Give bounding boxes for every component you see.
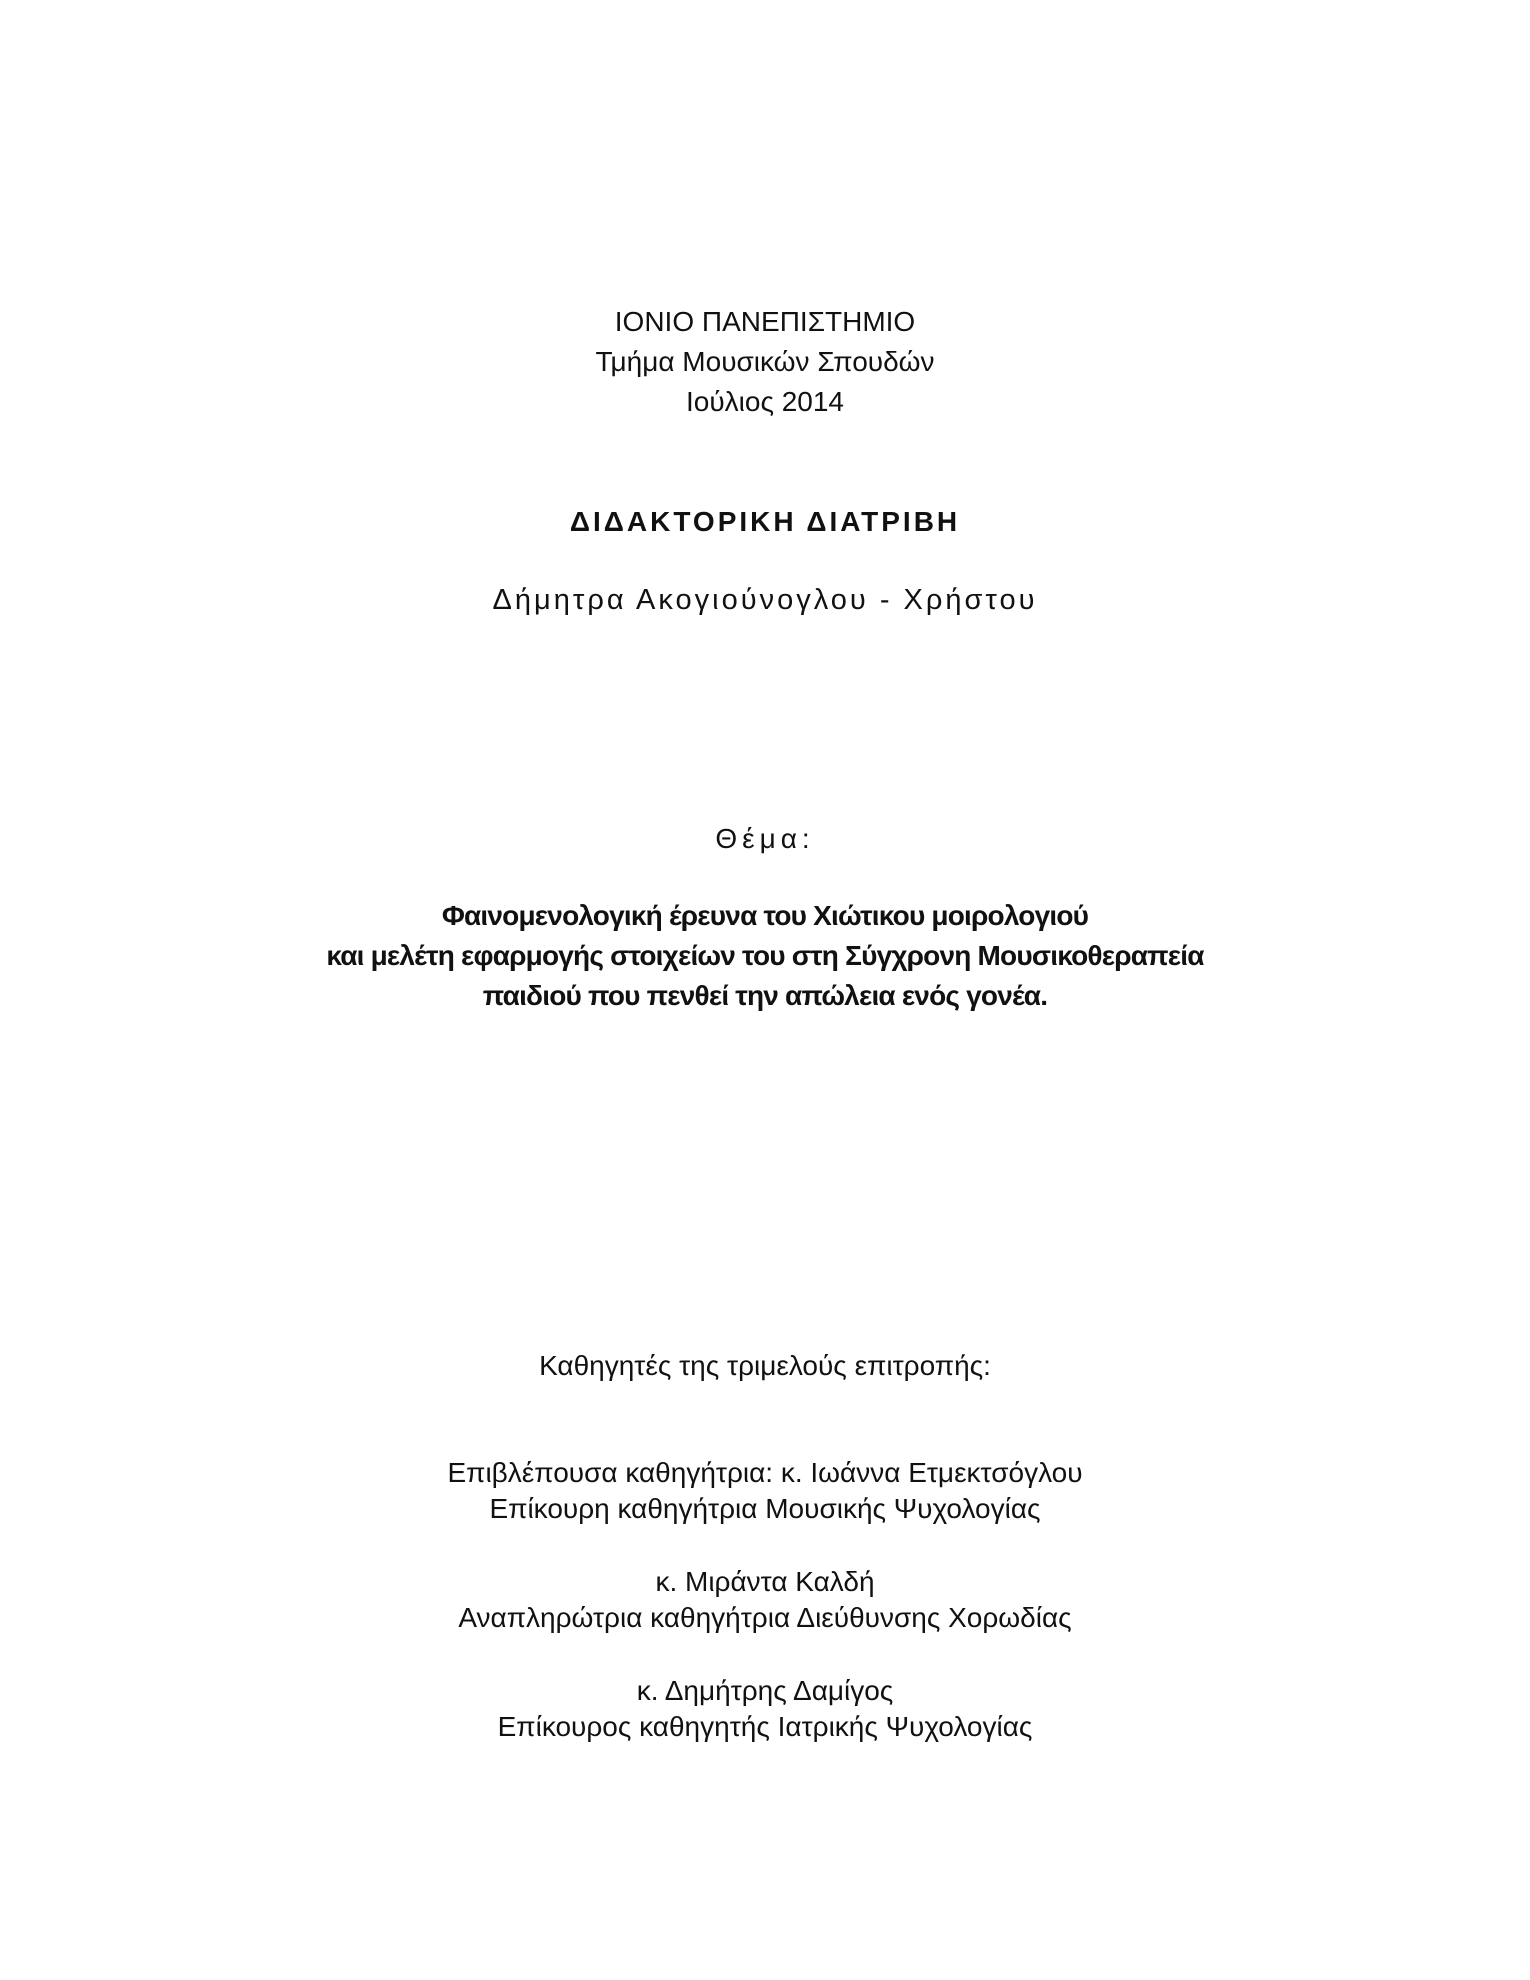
committee-member-name: κ. Δημήτρης Δαμίγος <box>636 1675 894 1706</box>
university-name: ΙΟΝΙΟ ΠΑΝΕΠΙΣΤΗΜΙΟ <box>614 306 916 337</box>
department-name: Τμήμα Μουσικών Σπουδών <box>595 346 935 377</box>
committee-heading: Καθηγητές της τριμελούς επιτροπής: <box>539 1350 991 1381</box>
author-name: Δήμητρα Ακογιούνογλου - Χρήστου <box>492 584 1038 616</box>
committee-member-name: Επιβλέπουσα καθηγήτρια: κ. Ιωάννα Ετμεκτσόγλου <box>447 1457 1083 1488</box>
committee-member-role: Επίκουρος καθηγητής Ιατρικής Ψυχολογίας <box>497 1711 1033 1742</box>
thesis-title-line-2: και μελέτη εφαρμογής στοιχείων του στη Σύγχρονη Μουσικοθεραπεία <box>326 940 1204 971</box>
committee-member-name: κ. Μιράντα Καλδή <box>655 1566 875 1597</box>
committee-member-role: Επίκουρη καθηγήτρια Μουσικής Ψυχολογίας <box>489 1493 1041 1524</box>
document-type: ΔΙΔΑΚΤΟΡΙΚΗ ΔΙΑΤΡΙΒΗ <box>569 506 961 537</box>
committee-member-role: Αναπληρώτρια καθηγήτρια Διεύθυνσης Χορωδίας <box>458 1602 1072 1633</box>
subject-label: Θέμα: <box>715 823 815 854</box>
thesis-title-line-3: παιδιού που πενθεί την απώλεια ενός γονέα. <box>482 980 1048 1011</box>
thesis-title-line-1: Φαινομενολογική έρευνα του Χιώτικου μοιρολογιού <box>441 900 1089 931</box>
submission-date: Ιούλιος 2014 <box>685 386 845 417</box>
